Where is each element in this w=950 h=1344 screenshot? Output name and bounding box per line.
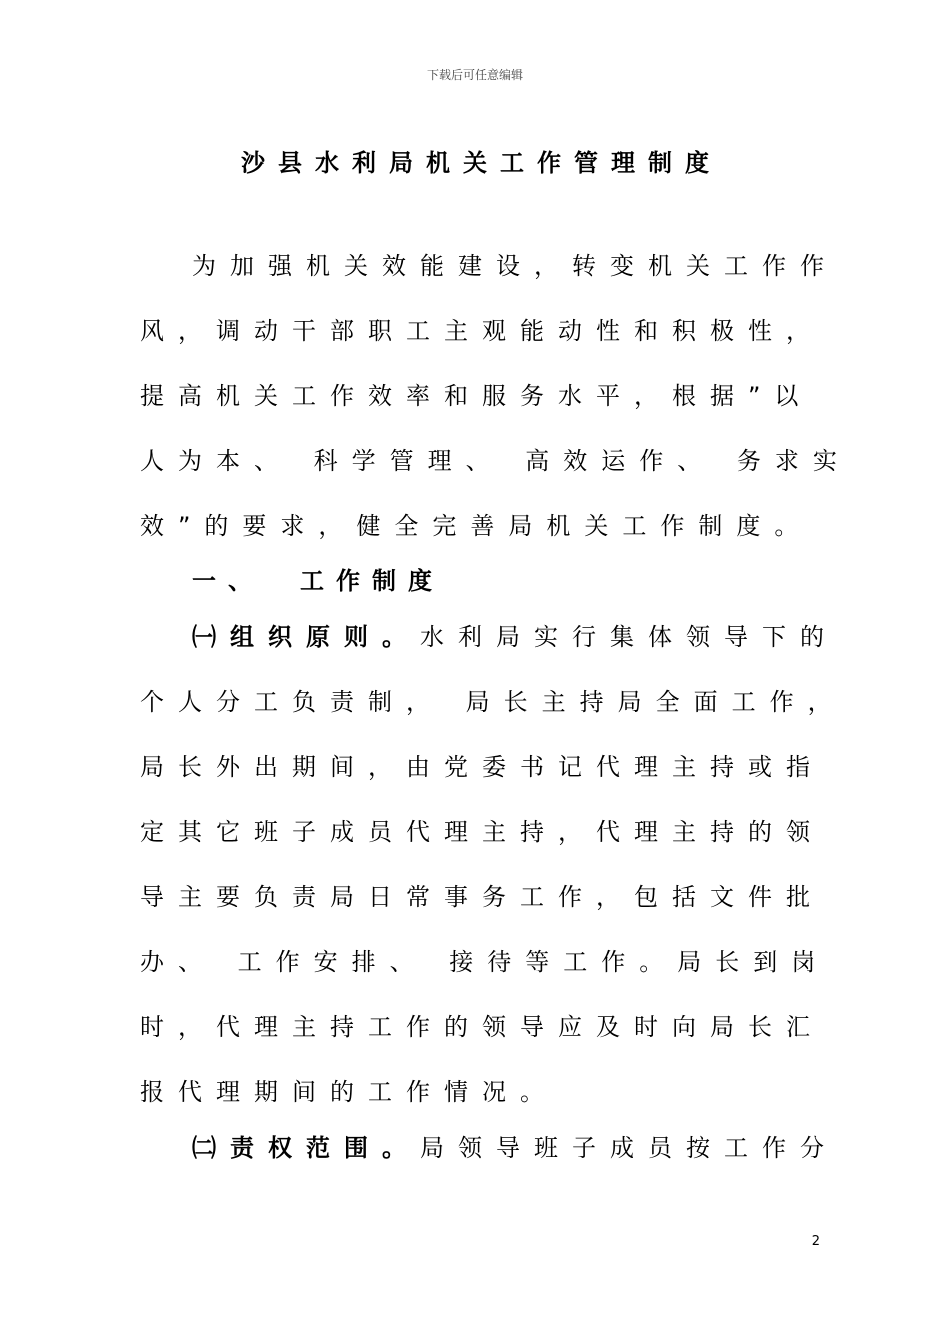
clause-line: 个人分工负责制， 局长主持局全面工作，	[140, 688, 846, 716]
clause-line: 定其它班子成员代理主持，代理主持的领	[140, 818, 824, 846]
clause-line: 导主要负责局日常事务工作，包括文件批	[140, 883, 824, 911]
clause-line: 局长外出期间，由党委书记代理主持或指	[140, 753, 824, 781]
section-heading	[192, 563, 444, 599]
section-title: 工作制度	[300, 567, 444, 595]
intro-line: 人为本、 科学管理、 高效运作、 务求实	[140, 447, 851, 475]
intro-line: 提高机关工作效率和服务水平，根据”以	[140, 382, 813, 410]
document-title: 沙县水利局机关工作管理制度	[241, 149, 722, 177]
intro-line: 效”的要求，健全完善局机关工作制度。	[140, 512, 813, 540]
clause-line: 时，代理主持工作的领导应及时向局长汇	[140, 1013, 824, 1041]
clause-label: ㈡责权范围。	[192, 1134, 420, 1162]
section-number: 一、	[192, 567, 264, 595]
clause-line: 报代理期间的工作情况。	[140, 1078, 558, 1106]
clause-text: 局领导班子成员按工作分	[420, 1134, 838, 1162]
clause-label: ㈠组织原则。	[192, 623, 420, 651]
intro-line: 为加强机关效能建设，转变机关工作作	[192, 252, 838, 280]
clause-line	[192, 619, 838, 655]
intro-line: 风，调动干部职工主观能动性和积极性，	[140, 317, 824, 345]
clause-text: 水利局实行集体领导下的	[420, 623, 838, 651]
clause-line	[192, 1130, 838, 1166]
page-number: 2	[811, 1234, 820, 1249]
header-note: 下载后可任意编辑	[426, 68, 523, 82]
clause-line: 办、 工作安排、 接待等工作。局长到岗	[140, 948, 830, 976]
